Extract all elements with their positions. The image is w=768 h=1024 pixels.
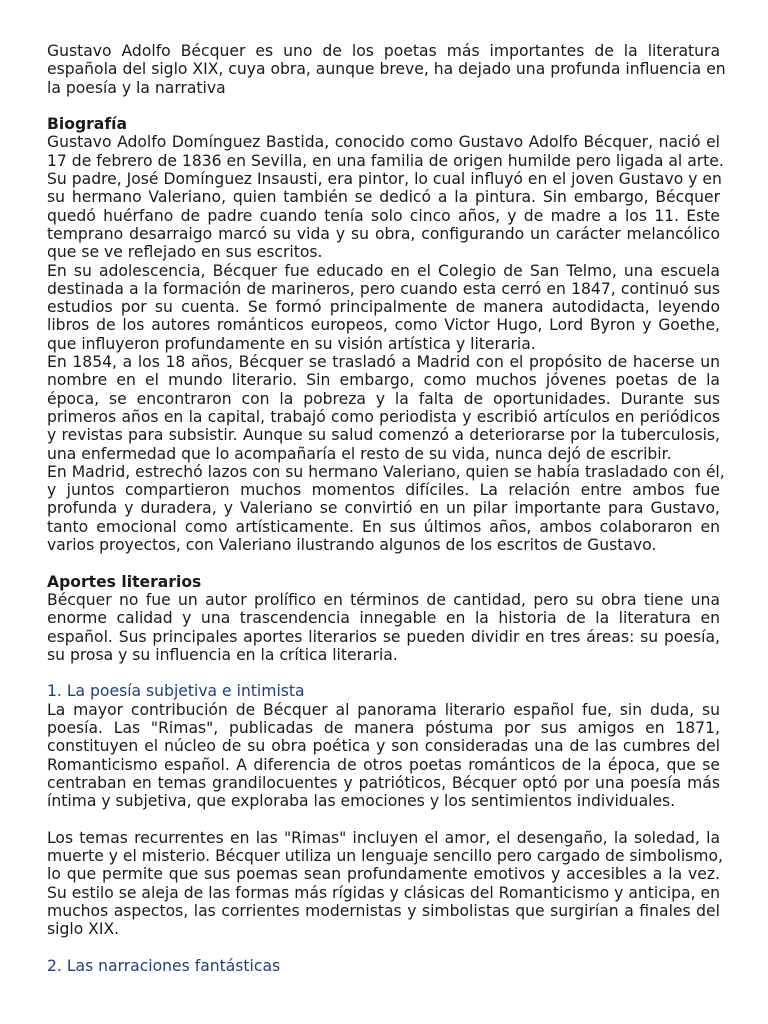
paragraph	[47, 133, 724, 262]
section-heading: Aportes literarios	[47, 572, 202, 591]
paragraph-spacer	[47, 97, 720, 115]
text-line: quedó huérfano de padre cuando tenía solo cinco años, y de madre a los 11. Este	[47, 206, 720, 225]
text-line: La mayor contribución de Bécquer al panorama literario español fue, sin duda, su	[47, 700, 720, 719]
text-line: temprano desarraigo marcó su vida y su obra, configurando un carácter melancólico	[47, 224, 720, 243]
subsection-heading: 1. La poesía subjetiva e intimista	[47, 682, 305, 701]
text-line: poesía. Las "Rimas", publicadas de manera póstuma por sus amigos en 1871,	[47, 718, 720, 737]
text-line: español. Sus principales aportes literarios se pueden dividir en tres áreas: su poesía,	[47, 627, 720, 646]
text-line: la poesía y la narrativa	[47, 78, 226, 97]
paragraph	[47, 701, 720, 811]
text-line: íntima y subjetiva, que exploraba las emociones y los sentimientos individuales.	[47, 792, 676, 811]
text-line: enorme calidad y una trascendencia innegable en la historia de la literatura en	[47, 609, 720, 628]
text-line: libros de los autores románticos europeos, como Victor Hugo, Lord Byron y Goethe,	[47, 316, 720, 335]
text-line: En 1854, a los 18 años, Bécquer se trasladó a Madrid con el propósito de hacerse un	[47, 353, 720, 372]
text-line: su hermano Valeriano, quien también se dedicó a la pintura. Sin embargo, Bécquer	[47, 188, 720, 207]
paragraph	[47, 462, 725, 555]
paragraph	[47, 42, 726, 97]
text-line: Bécquer no fue un autor prolífico en términos de cantidad, pero su obra tiene una	[47, 590, 720, 609]
text-line: En su adolescencia, Bécquer fue educado en el Colegio de San Telmo, una escuela	[47, 261, 720, 280]
paragraph	[47, 591, 720, 664]
text-line: tanto emocional como artísticamente. En sus últimos años, ambos colaboraron en	[47, 517, 720, 536]
text-line: constituyen el núcleo de su obra poética y son consideradas una de las cumbres del	[47, 737, 720, 756]
text-line: una enfermedad que lo acompañaría el resto de su vida, nunca dejó de escribir.	[47, 444, 672, 463]
text-line: centraban en temas grandilocuentes y patrióticos, Bécquer optó por una poesía más	[47, 773, 720, 792]
text-line: Romanticismo español. A diferencia de otros poetas románticos de la época, que se	[47, 755, 720, 774]
text-line: Su estilo se aleja de las formas más rígidas y clásicas del Romanticismo y anticipa, en	[47, 883, 720, 902]
text-line: Los temas recurrentes en las "Rimas" incluyen el amor, el desengaño, la soledad, la	[47, 828, 720, 847]
text-line: muchos aspectos, las corrientes modernistas y simbolistas que surgirían a finales del	[47, 901, 720, 920]
text-line: 17 de febrero de 1836 en Sevilla, en una familia de origen humilde pero ligada al arte.	[47, 151, 724, 170]
text-line: varios proyectos, con Valeriano ilustrando algunos de los escritos de Gustavo.	[47, 536, 657, 555]
text-line: En Madrid, estrechó lazos con su hermano Valeriano, quien se había trasladado con él,	[47, 462, 725, 481]
text-line: y revistas para subsistir. Aunque su salud comenzó a deteriorarse por la tuberculosis,	[47, 426, 720, 445]
text-line: siglo XIX.	[47, 920, 120, 939]
paragraph-spacer	[47, 554, 720, 572]
text-line: primeros años en la capital, trabajó como periodista y escribió artículos en periódicos	[47, 407, 720, 426]
paragraph	[47, 353, 720, 463]
paragraph	[47, 262, 720, 353]
text-line: muerte y el misterio. Bécquer utiliza un lenguaje sencillo pero cargado de simbolismo,	[47, 847, 723, 866]
text-line: que se ve reflejado en sus escritos.	[47, 243, 323, 262]
text-line: lo que permite que sus poemas sean profundamente emotivos y accesibles a la vez.	[47, 865, 720, 884]
text-line: época, se encontraron con la pobreza y la falta de oportunidades. Durante sus	[47, 389, 720, 408]
text-line: y juntos compartieron muchos momentos difíciles. La relación entre ambos fue	[47, 481, 720, 500]
text-line: nombre en el mundo literario. Sin embargo, como muchos jóvenes poetas de la	[47, 371, 720, 390]
text-line: destinada a la formación de marineros, pero cuando esta cerró en 1847, continuó sus	[47, 279, 720, 298]
text-line: Gustavo Adolfo Bécquer es uno de los poetas más importantes de la literatura	[47, 42, 720, 60]
document-page	[47, 42, 726, 975]
paragraph-spacer	[47, 810, 720, 828]
section-heading: Biografía	[47, 115, 127, 134]
text-line: española del siglo XIX, cuya obra, aunque breve, ha dejado una profunda influencia en	[47, 60, 726, 79]
text-line: Su padre, José Domínguez Insausti, era pintor, lo cual influyó en el joven Gustavo y en	[47, 170, 722, 189]
text-line: su prosa y su influencia en la crítica literaria.	[47, 645, 398, 664]
text-line: que influyeron profundamente en su visión artística y literaria.	[47, 334, 536, 353]
paragraph	[47, 828, 723, 939]
paragraph-spacer	[47, 664, 720, 682]
text-line: estudios por su cuenta. Se formó principalmente de manera autodidacta, leyendo	[47, 298, 720, 317]
subsection-heading: 2. Las narraciones fantásticas	[47, 956, 281, 975]
text-line: profunda y duradera, y Valeriano se convirtió en un pilar importante para Gustavo,	[47, 499, 720, 518]
text-line: Gustavo Adolfo Domínguez Bastida, conocido como Gustavo Adolfo Bécquer, nació el	[47, 133, 720, 152]
paragraph-spacer	[47, 939, 720, 957]
